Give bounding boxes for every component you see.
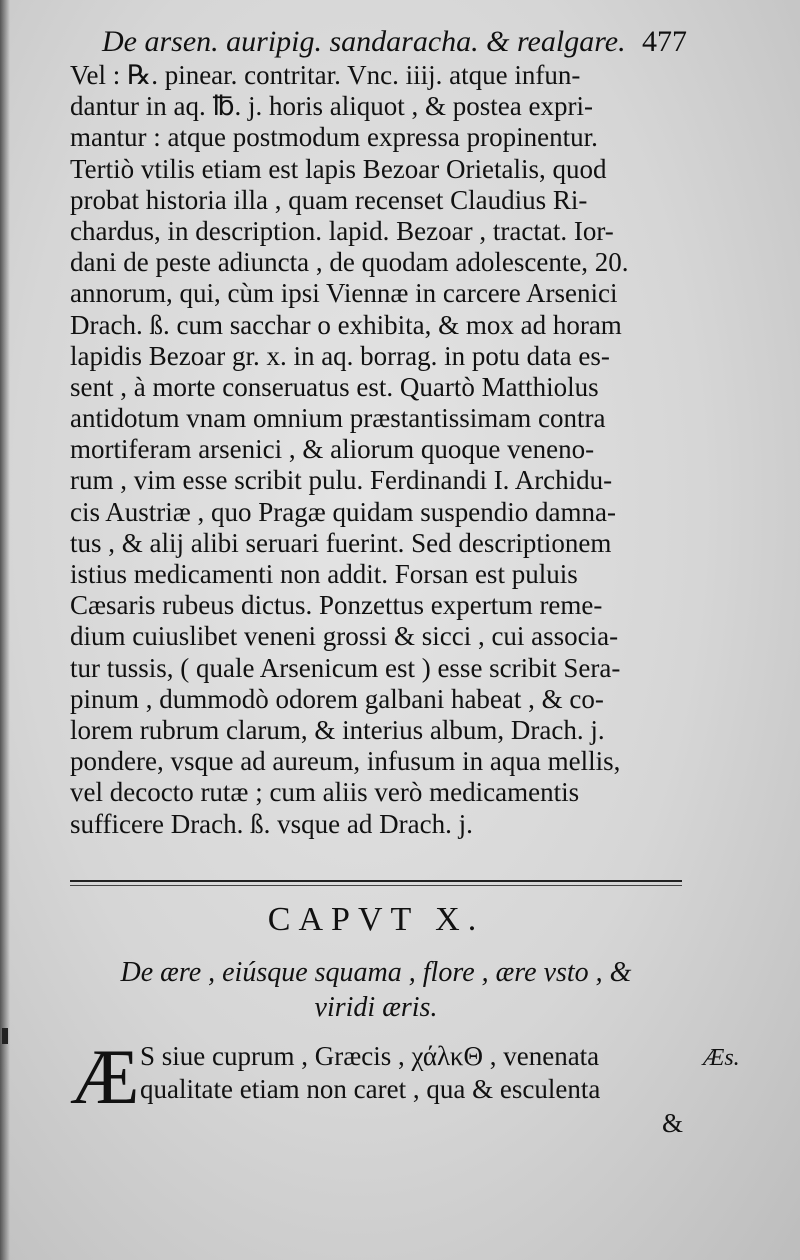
text-line: chardus, in description. lapid. Bezoar , tractat. Ior-: [70, 215, 614, 246]
running-title: De arsen. auripig. sandaracha. & realgare.: [102, 25, 626, 58]
text-line: istius medicamenti non addit. Forsan est puluis: [70, 559, 578, 589]
text-line: rum , vim esse scribit pulu. Ferdinandi I. Archidu-: [70, 465, 613, 496]
text-line: cis Austriæ , quo Pragæ quidam suspendio damna-: [70, 496, 616, 527]
main-text-block: [70, 60, 690, 840]
text-line: tur tussis, ( quale Arsenicum est ) esse scribit Sera-: [70, 652, 621, 683]
chapter-heading: CAPVT X.: [267, 901, 485, 938]
text-line: probat historia illa , quam recenset Claudius Ri-: [70, 184, 588, 215]
text-line: pinum , dummodò odorem galbani habeat , & co-: [70, 683, 604, 714]
text-line: vel decocto rutæ ; cum aliis verò medicamentis: [70, 777, 580, 808]
text-line: dantur in aq. ℔. j. horis aliquot , & postea expri-: [70, 91, 593, 122]
margin-mark: [2, 1028, 8, 1044]
chapter-paragraph: [140, 1040, 688, 1106]
text-line: Tertiò vtilis etiam est lapis Bezoar Orietalis, quod: [70, 153, 607, 184]
text-line: dium cuiuslibet veneni grossi & sicci , cui associa-: [70, 621, 619, 652]
text-line: Drach. ß. cum sacchar o exhibita, & mox ad horam: [70, 309, 622, 340]
section-rule-thin: [70, 885, 682, 888]
running-header: [102, 22, 687, 62]
text-line: dani de peste adiuncta , de quodam adolescente, 20.: [70, 247, 629, 278]
drop-capital: Æ: [70, 1033, 140, 1120]
text-line: tus , & alij alibi seruari fuerint. Sed descriptionem: [70, 527, 612, 558]
chapter-subtitle: [70, 955, 682, 1025]
text-line: Vel : ℞. pinear. contritar. Vnc. iiij. atque infun-: [70, 60, 581, 90]
text-line: sent , à morte conseruatus est. Quartò Matthiolus: [70, 371, 599, 402]
subtitle-line: viridi æris.: [314, 992, 438, 1023]
text-line: pondere, vsque ad aureum, infusum in aqua mellis,: [70, 746, 621, 777]
text-line: annorum, qui, cùm ipsi Viennæ in carcere Arsenici: [70, 278, 618, 309]
text-line: lapidis Bezoar gr. x. in aq. borrag. in potu data es-: [70, 340, 610, 371]
section-rule: [70, 880, 682, 884]
text-line: antidotum vnam omnium præstantissimam contra: [70, 403, 606, 434]
text-line: mortiferam arsenici , & aliorum quoque veneno-: [70, 434, 595, 465]
text-line: mantur : atque postmodum expressa propinentur.: [70, 122, 598, 153]
text-line: lorem rubrum clarum, & interius album, Drach. j.: [70, 714, 605, 745]
page-number: 477: [642, 25, 687, 58]
marginal-note: Æs.: [703, 1045, 740, 1071]
text-line: sufficere Drach. ß. vsque ad Drach. j.: [70, 808, 473, 839]
text-line: S siue cuprum , Græcis , χάλκΘ , venenata: [140, 1041, 600, 1071]
subtitle-line: De ære , eiúsque squama , flore , ære vsto , &: [120, 957, 632, 988]
catchword: &: [662, 1108, 684, 1138]
text-line: Cæsaris rubeus dictus. Ponzettus expertum reme-: [70, 590, 603, 621]
text-line: qualitate etiam non caret , qua & esculenta: [140, 1074, 601, 1104]
binding-shadow: [0, 0, 10, 1260]
